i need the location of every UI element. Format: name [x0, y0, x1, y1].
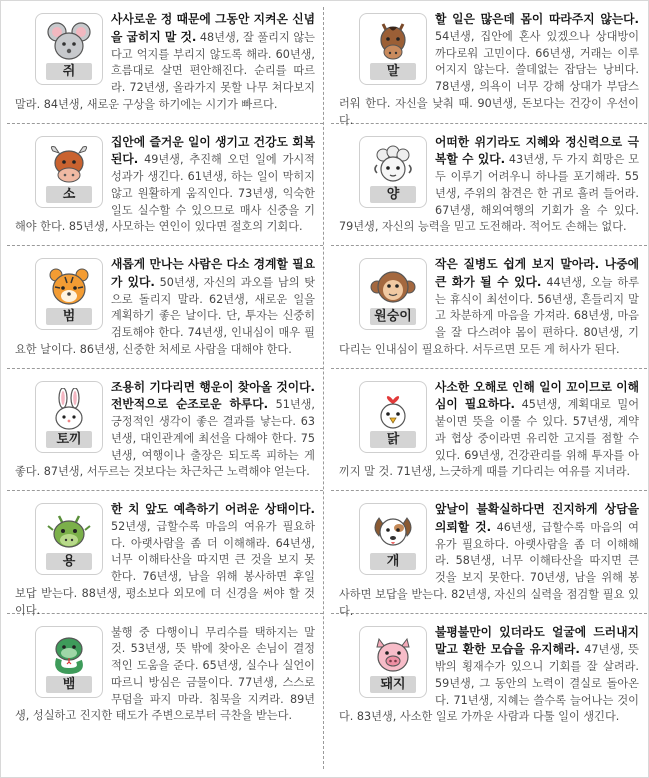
animal-name-tag: 양 — [370, 186, 416, 203]
fortune-body: 50년생, 자신의 과오를 남의 탓으로 돌리지 말라. 62년생, 새로운 일을 계획하기 좋은 날이다. 단, 투자는 신중히 검토해야 한다. 74년생, 인내심이 매우 필요한 날이다. 86년생, 신중한 처세로 사람을 대해야 한다. — [15, 275, 315, 356]
mouse-icon — [45, 20, 93, 64]
fortune-headline: 불평불만이 있더라도 얼굴에 드러내지 말고 환한 모습을 유지해라. — [435, 624, 639, 657]
fortune-headline: 사사로운 정 때문에 그동안 지켜온 신념을 굽히지 말 것. — [111, 12, 315, 44]
zodiac-icon-box — [359, 258, 427, 330]
fortune-card-ox — [7, 124, 323, 247]
fortune-headline: 조용히 기다리면 행운이 찾아올 것이다. 전반적으로 순조로운 하루다. — [111, 379, 315, 412]
fortune-headline: 집안에 즐거운 일이 생기고 건강도 회복된다. — [111, 134, 315, 167]
tiger-icon — [45, 265, 93, 309]
snake-icon — [45, 633, 93, 677]
fortune-body: 54년생, 집안에 혼사 있겠으나 상대방이 까다로워 고민이다. 66년생, 거래는 이루어지지 않는다. 쓸데없는 잡담는 낭비다. 78년생, 의욕이 너무 강해 상대가 부담스러워 한다. 자신을 낮춰 때. 90년생, 돈보다는 건강이 우선이다. — [339, 29, 639, 127]
dragon-icon — [45, 510, 93, 554]
animal-name-tag: 범 — [46, 308, 92, 325]
animal-name-tag: 쥐 — [46, 63, 92, 80]
animal-name-tag: 돼지 — [370, 676, 416, 693]
zodiac-icon-box — [35, 258, 103, 330]
rabbit-icon — [45, 388, 93, 432]
zodiac-icon-box — [35, 136, 103, 208]
zodiac-icon-box — [359, 626, 427, 698]
cow-icon — [45, 143, 93, 187]
chicken-icon — [369, 388, 417, 432]
fortune-body: 48년생, 잘 풀리지 않는다고 억지를 부리지 않도록 해라. 60년생, 흐름대로 살면 편안해진다. 순리를 따르라. 72년생, 올라가지 못할 나무 쳐다보지 말라. 84년생, 새로운 구상을 하기에는 시기가 빠르다. — [15, 30, 315, 111]
animal-name-tag: 소 — [46, 186, 92, 203]
animal-name-tag: 닭 — [370, 431, 416, 448]
zodiac-icon-box — [359, 503, 427, 575]
animal-name-tag: 개 — [370, 553, 416, 570]
zodiac-icon-box — [35, 503, 103, 575]
fortune-body: 45년생, 계획대로 밀어 붙이면 뜻을 이룰 수 있다. 57년생, 계약과 협상 중이라면 유리한 고지를 점할 수 있다. 69년생, 건강관리를 위해 투자를 아끼지 말 것. 71년생, 느긋하게 때를 기다리는 여유를 지녀라. — [339, 398, 639, 479]
animal-name-tag: 용 — [46, 553, 92, 570]
fortune-headline: 새롭게 만나는 사람은 다소 경계할 필요가 있다. — [111, 257, 315, 289]
zodiac-icon-box — [35, 626, 103, 698]
fortune-body: 불행 중 다행이니 무리수를 택하지는 말 것. 53년생, 뜻 밖에 찾아온 손님이 결정적인 도움을 준다. 65년생, 실수나 실언이 따르니 방심은 금물이다. 77년생, 스스로 무덤을 파지 마라. 침묵을 지켜라. 89년생, 성실하고 진지한 태도가 주변으로부터 극찬을 받는다. — [15, 625, 315, 723]
left-column — [7, 1, 323, 736]
fortune-body: 43년생, 두 가지 희망은 모두 이루기 어려우니 하나를 포기해라. 55년생, 주위의 참견은 한 귀로 흘려 들어라. 67년생, 해외여행의 기회가 올 수 있다. 79년생, 자신의 능력을 믿고 도전해라. 적어도 손해는 없다. — [339, 153, 639, 234]
zodiac-icon-box — [35, 381, 103, 453]
fortune-card-snake — [7, 614, 323, 737]
fortune-body: 51년생, 긍정적인 생각이 좋은 결과를 낳는다. 63년생, 대인관계에 최선을 다해야 한다. 75년생, 여행이나 출장은 되도록 피하는 게 좋다. 87년생, 서두르는 것보다는 차근차근 노력해야 얻는다. — [15, 398, 315, 479]
fortune-body: 47년생, 뜻 밖의 횡재수가 있으니 기회를 잘 살려라. 59년생, 그 동안의 노력이 결실로 돌아온다. 71년생, 지혜는 쓸수록 늘어나는 것이다. 83년생, 사소한 일로 가까운 사람과 다툴 일이 생긴다. — [339, 643, 639, 724]
fortune-body: 52년생, 급할수록 마음의 여유가 필요하다. 아랫사람을 좀 더 이해해라. 64년생, 너무 이해타산을 따지면 큰 것을 보지 못한다. 76년생, 남을 위해 봉사하면 후일 보답 받는다. 88년생, 평소보다 외모에 더 신경을 써야 할 것이다. — [15, 519, 315, 617]
pig-icon — [369, 633, 417, 677]
sheep-icon — [369, 143, 417, 187]
column-divider — [323, 7, 324, 769]
animal-name-tag: 뱀 — [46, 676, 92, 693]
fortune-card-rabbit — [7, 369, 323, 492]
monkey-icon — [369, 265, 417, 309]
zodiac-icon-box — [359, 136, 427, 208]
zodiac-icon-box — [359, 13, 427, 85]
animal-name-tag: 말 — [370, 63, 416, 80]
fortune-card-tiger — [7, 246, 323, 369]
zodiac-icon-box — [35, 13, 103, 85]
fortune-card-rat — [7, 1, 323, 124]
horse-icon — [369, 20, 417, 64]
fortune-body: 46년생, 급할수록 마음의 여유가 필요하다. 아랫사람을 좀 더 이해해라. 58년생, 너무 이해타산을 따지면 큰 것을 보지 못한다. 70년생, 남을 위해 봉사하면 보답을 받는다. 82년생, 자신의 실력을 점검할 필요 있다. — [339, 520, 639, 618]
fortune-card-dog — [331, 491, 647, 618]
fortune-card-monkey — [331, 246, 647, 369]
dog-icon — [369, 510, 417, 554]
fortune-card-pig — [331, 614, 647, 737]
fortune-headline: 사소한 오해로 인해 일이 꼬이므로 이해심이 필요하다. — [435, 379, 639, 412]
fortune-headline: 작은 질병도 쉽게 보지 말아라. 나중에 큰 화가 될 수 있다. — [435, 257, 639, 289]
fortune-headline: 할 일은 많은데 몸이 따라주지 않는다. — [435, 12, 639, 26]
fortune-body: 49년생, 추진해 오던 일에 가시적 성과가 생긴다. 61년생, 하는 일이 막히지 않고 원활하게 움직인다. 73년생, 익숙한 일도 실수할 수 있으므로 매사 신중을 기해야 한다. 85년생, 사모하는 연인이 있다면 절호의 기회다. — [15, 153, 315, 234]
right-column — [331, 1, 647, 736]
fortune-headline: 앞날이 불확실하다면 진지하게 상담을 의뢰할 것. — [435, 502, 639, 534]
fortune-headline: 어떠한 위기라도 지혜와 정신력으로 극복할 수 있다. — [435, 134, 639, 167]
zodiac-icon-box — [359, 381, 427, 453]
fortune-card-sheep — [331, 124, 647, 247]
animal-name-tag: 토끼 — [46, 431, 92, 448]
fortune-card-dragon — [7, 491, 323, 617]
animal-name-tag: 원숭이 — [370, 308, 416, 325]
fortune-card-horse — [331, 1, 647, 127]
fortune-body: 44년생, 오늘 하루는 휴식이 최선이다. 56년생, 흔들리지 말고 차분하게 마음을 가져라. 68년생, 마음을 잘 다스려야 몸이 편하다. 80년생, 기다리는 인내심이 필요하다. 서두르면 모든 게 허사가 된다. — [339, 275, 639, 356]
fortune-headline: 한 치 앞도 예측하기 어려운 상태이다. — [111, 502, 315, 516]
fortune-card-chicken — [331, 369, 647, 492]
